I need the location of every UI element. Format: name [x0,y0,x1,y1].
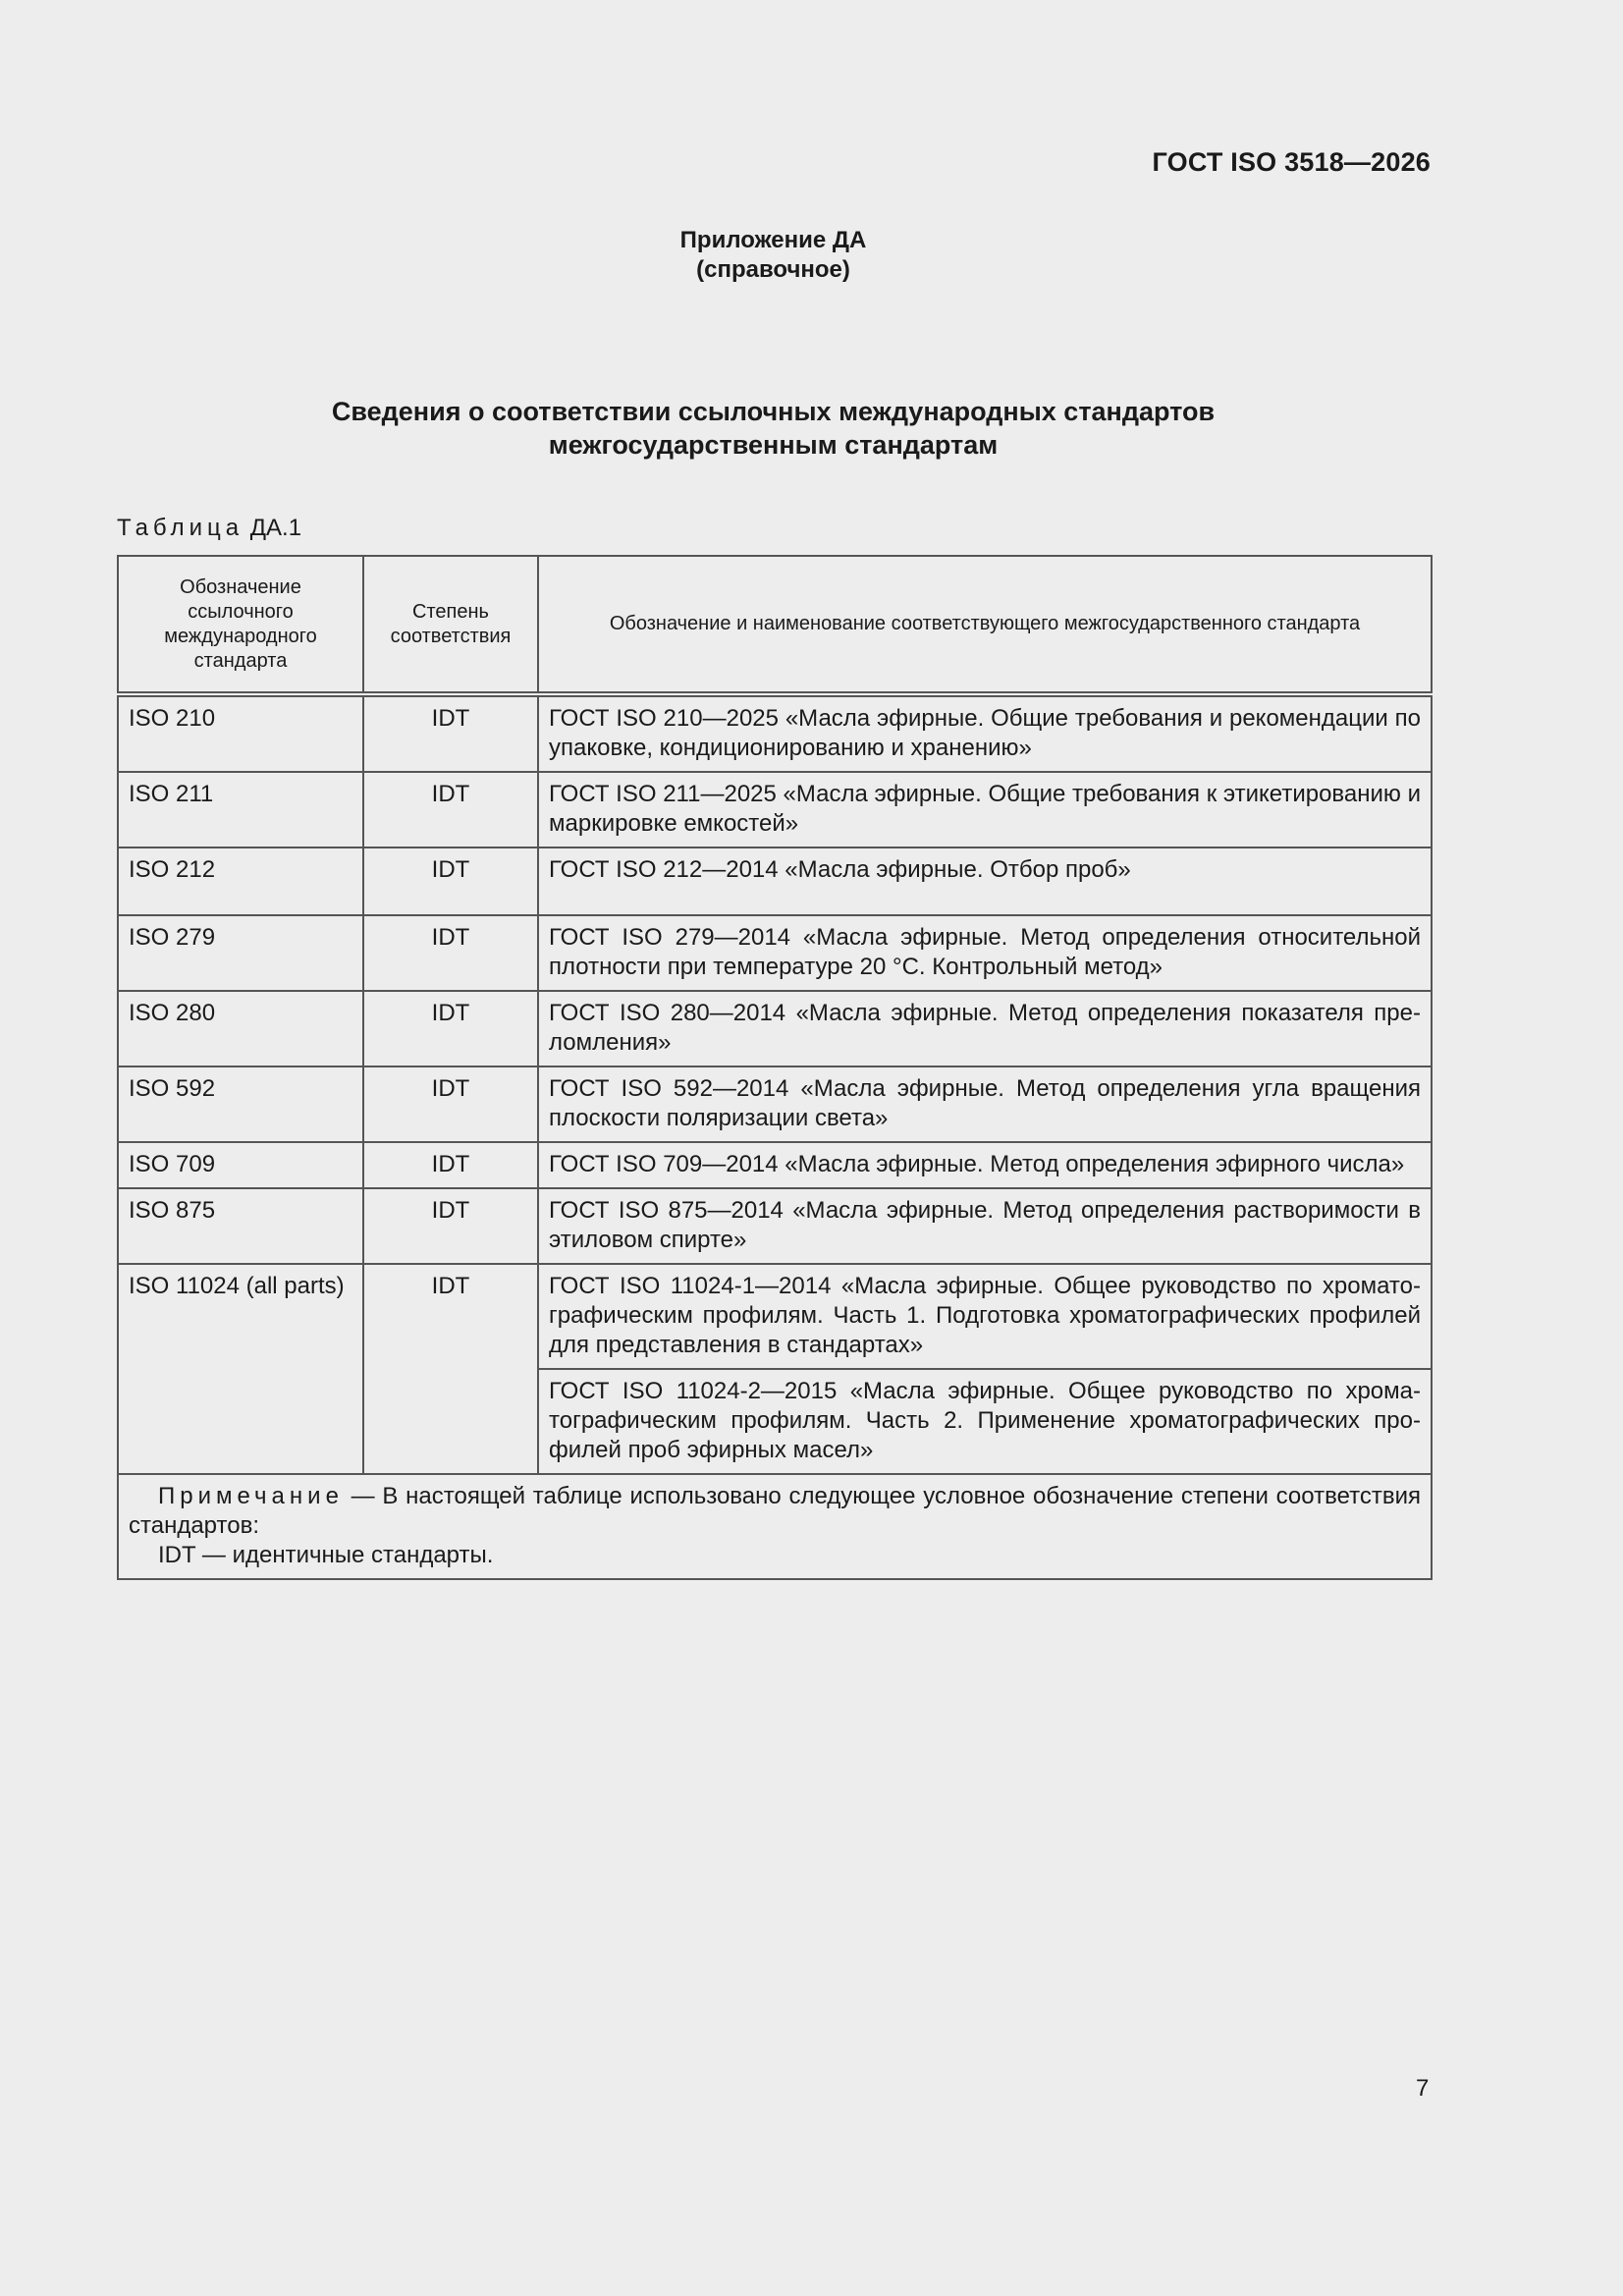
cell-degree: IDT [363,1142,538,1188]
note-text: — В настоящей таблице использовано следующее условное обозначение степени соответствия стандартов: [129,1483,1421,1539]
correspondence-table [117,555,1433,1580]
cell-reference: ISO 875 [118,1188,363,1264]
table-row [118,1142,1432,1188]
table-note [118,1474,1432,1579]
note-definition: IDT — идентичные стандарты. [158,1542,494,1568]
cell-standard: ГОСТ ISO 592—2014 «Масла эфирные. Метод определения угла вращения плоскости поляризации света» [538,1066,1432,1142]
table-header-row [118,556,1432,694]
page-title-line-1: Сведения о соответствии ссылочных международных стандартов [331,397,1216,426]
annex-title: Приложение ДА [679,227,867,253]
table-caption-word: Таблица [117,515,244,541]
cell-reference: ISO 210 [118,694,363,772]
header-degree: Степень соответствия [363,556,538,694]
table-row [118,847,1432,915]
cell-reference: ISO 11024 (all parts) [118,1264,363,1474]
cell-reference: ISO 709 [118,1142,363,1188]
cell-reference: ISO 280 [118,991,363,1066]
table-caption [117,515,301,542]
cell-standard: ГОСТ ISO 11024-2—2015 «Масла эфирные. Общее руководство по хроматографическим профилям. Часть 2. Применение хроматографических профилей проб эфирных масел» [538,1369,1432,1474]
cell-standard: ГОСТ ISO 211—2025 «Масла эфирные. Общие требования к этикетированию и маркировке емкостей» [538,772,1432,847]
note-label: Примечание [158,1483,344,1509]
cell-standard: ГОСТ ISO 875—2014 «Масла эфирные. Метод определения растворимости в этиловом спирте» [538,1188,1432,1264]
table-row [118,1188,1432,1264]
header-interstate-standard: Обозначение и наименование соответствующего межгосударственного стандарта [538,556,1432,694]
cell-degree: IDT [363,991,538,1066]
cell-standard: ГОСТ ISO 11024-1—2014 «Масла эфирные. Общее руководство по хроматографическим профилям. Часть 1. Подготовка хроматографических профилей для представления в стандартах» [538,1264,1432,1369]
cell-degree: IDT [363,847,538,915]
cell-degree: IDT [363,1264,538,1474]
cell-reference: ISO 211 [118,772,363,847]
header-reference-standard: Обозначение ссылочного международного стандарта [118,556,363,694]
table-row [118,915,1432,991]
cell-standard: ГОСТ ISO 212—2014 «Масла эфирные. Отбор проб» [538,847,1432,915]
table-row [118,991,1432,1066]
cell-standard: ГОСТ ISO 279—2014 «Масла эфирные. Метод определения относительной плотности при температуре 20 °С. Контрольный метод» [538,915,1432,991]
cell-degree: IDT [363,772,538,847]
cell-standard: ГОСТ ISO 709—2014 «Масла эфирные. Метод определения эфирного числа» [538,1142,1432,1188]
cell-reference: ISO 592 [118,1066,363,1142]
table-note-row [118,1474,1432,1579]
cell-standard: ГОСТ ISO 280—2014 «Масла эфирные. Метод определения показателя преломления» [538,991,1432,1066]
cell-reference: ISO 279 [118,915,363,991]
cell-degree: IDT [363,915,538,991]
cell-degree: IDT [363,1188,538,1264]
cell-degree: IDT [363,1066,538,1142]
document-code: ГОСТ ISO 3518—2026 [1152,147,1431,177]
page-title-line-2: межгосударственным стандартам [548,430,999,460]
cell-degree: IDT [363,694,538,772]
cell-reference: ISO 212 [118,847,363,915]
table-row [118,694,1432,772]
table-row [118,772,1432,847]
table-row [118,1066,1432,1142]
page-title [0,395,1546,462]
annex-subtitle: (справочное) [696,256,850,283]
table-caption-id: ДА.1 [249,515,302,541]
cell-standard: ГОСТ ISO 210—2025 «Масла эфирные. Общие требования и рекомендации по упаковке, кондиционированию и хранению» [538,694,1432,772]
table-row [118,1264,1432,1369]
annex-heading [0,226,1546,285]
page-number: 7 [1416,2075,1430,2102]
